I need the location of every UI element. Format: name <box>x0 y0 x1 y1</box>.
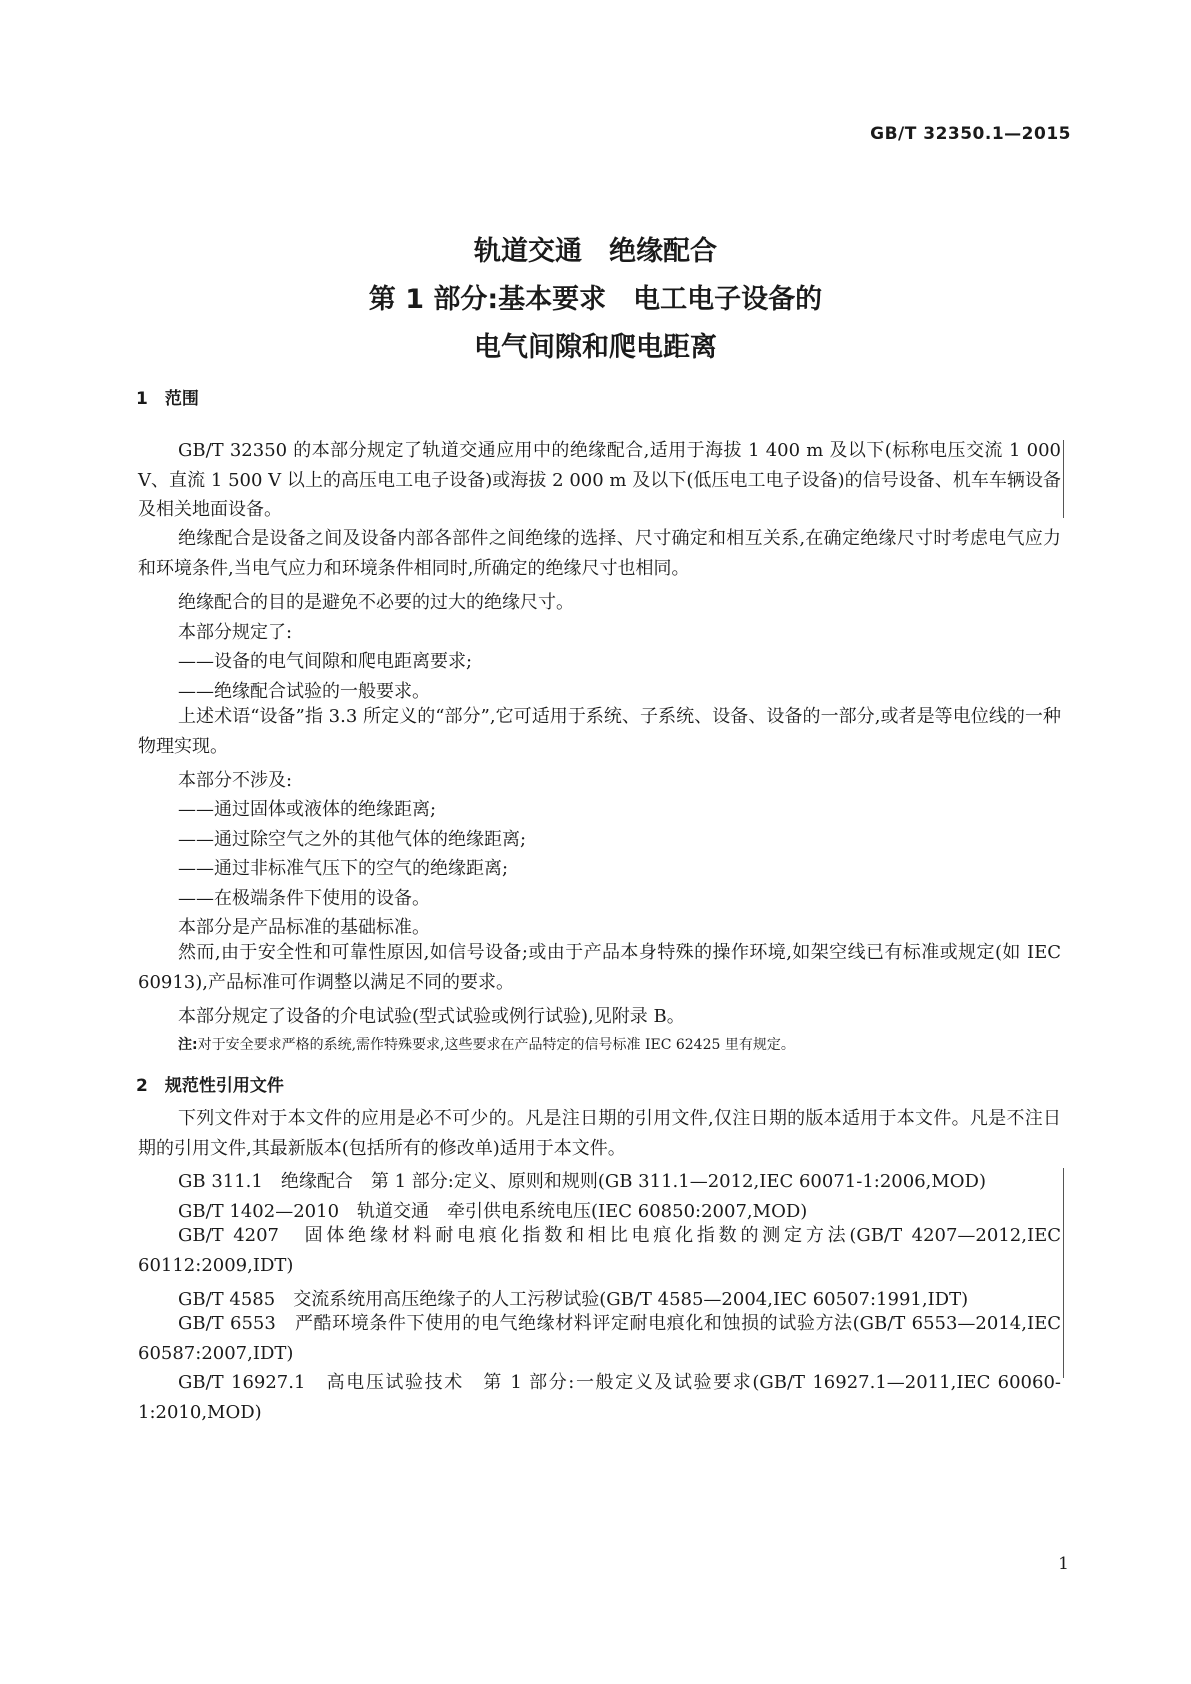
note-text: 对于安全要求严格的系统,需作特殊要求,这些要求在产品特定的信号标准 IEC 62425 里有规定。 <box>197 1037 795 1053</box>
paragraph: 下列文件对于本文件的应用是必不可少的。凡是注日期的引用文件,仅注日期的版本适用于本文件。凡是不注日期的引用文件,其最新版本(包括所有的修改单)适用于本文件。 <box>138 1108 1061 1159</box>
paragraph: 上述术语“设备”指 3.3 所定义的“部分”,它可适用于系统、子系统、设备、设备的一部分,或者是等电位线的一种物理实现。 <box>138 706 1061 757</box>
document-title <box>0 228 1191 372</box>
title-line-1: 轨道交通 绝缘配合 <box>474 236 717 267</box>
list-item: ——通过固体或液体的绝缘距离; <box>178 799 437 820</box>
page-number: 1 <box>1058 1554 1069 1574</box>
note <box>178 1034 795 1054</box>
reference-item: GB/T 6553 严酷环境条件下使用的电气绝缘材料评定耐电痕化和蚀损的试验方法(GB/T 6553—2014,IEC 60587:2007,IDT) <box>138 1313 1061 1364</box>
reference-item: GB/T 16927.1 高电压试验技术 第 1 部分:一般定义及试验要求(GB/T 16927.1—2011,IEC 60060-1:2010,MOD) <box>138 1372 1061 1423</box>
paragraph: 绝缘配合的目的是避免不必要的过大的绝缘尺寸。 <box>178 592 574 613</box>
paragraph: 本部分规定了: <box>178 622 293 643</box>
list-item: ——通过非标准气压下的空气的绝缘距离; <box>178 858 509 879</box>
revision-bar <box>1063 1168 1064 1378</box>
paragraph: 本部分规定了设备的介电试验(型式试验或例行试验),见附录 B。 <box>178 1006 685 1027</box>
title-line-3: 电气间隙和爬电距离 <box>474 332 717 363</box>
list-item: ——在极端条件下使用的设备。 <box>178 888 430 909</box>
revision-bar <box>1063 440 1064 518</box>
list-item: ——通过除空气之外的其他气体的绝缘距离; <box>178 829 527 850</box>
paragraph: 绝缘配合是设备之间及设备内部各部件之间绝缘的选择、尺寸确定和相互关系,在确定绝缘尺寸时考虑电气应力和环境条件,当电气应力和环境条件相同时,所确定的绝缘尺寸也相同。 <box>138 528 1061 579</box>
list-item: ——设备的电气间隙和爬电距离要求; <box>178 651 473 672</box>
reference-item: GB 311.1 绝缘配合 第 1 部分:定义、原则和规则(GB 311.1—2012,IEC 60071-1:2006,MOD) <box>178 1171 987 1192</box>
reference-item: GB/T 1402—2010 轨道交通 牵引供电系统电压(IEC 60850:2007,MOD) <box>178 1201 808 1222</box>
paragraph: 然而,由于安全性和可靠性原因,如信号设备;或由于产品本身特殊的操作环境,如架空线已有标准或规定(如 IEC 60913),产品标准可作调整以满足不同的要求。 <box>138 942 1061 993</box>
note-label: 注: <box>178 1037 198 1053</box>
paragraph: 本部分不涉及: <box>178 770 293 791</box>
reference-item: GB/T 4207 固体绝缘材料耐电痕化指数和相比电痕化指数的测定方法(GB/T 4207—2012,IEC 60112:2009,IDT) <box>138 1225 1061 1276</box>
list-item: ——绝缘配合试验的一般要求。 <box>178 681 430 702</box>
paragraph: GB/T 32350 的本部分规定了轨道交通应用中的绝缘配合,适用于海拔 1 400 m 及以下(标称电压交流 1 000 V、直流 1 500 V 以上的高压电工电子设备)或海拔 2 000 m 及以下(低压电工电子设备)的信号设备、机车车辆设备及相关地面设备。 <box>138 440 1061 520</box>
section-2-heading: 2 规范性引用文件 <box>136 1076 284 1096</box>
paragraph: 本部分是产品标准的基础标准。 <box>178 917 430 938</box>
reference-item: GB/T 4585 交流系统用高压绝缘子的人工污秽试验(GB/T 4585—2004,IEC 60507:1991,IDT) <box>178 1289 969 1310</box>
standard-code: GB/T 32350.1—2015 <box>870 124 1071 144</box>
title-line-2: 第 1 部分:基本要求 电工电子设备的 <box>368 284 823 315</box>
section-1-heading: 1 范围 <box>136 389 199 409</box>
